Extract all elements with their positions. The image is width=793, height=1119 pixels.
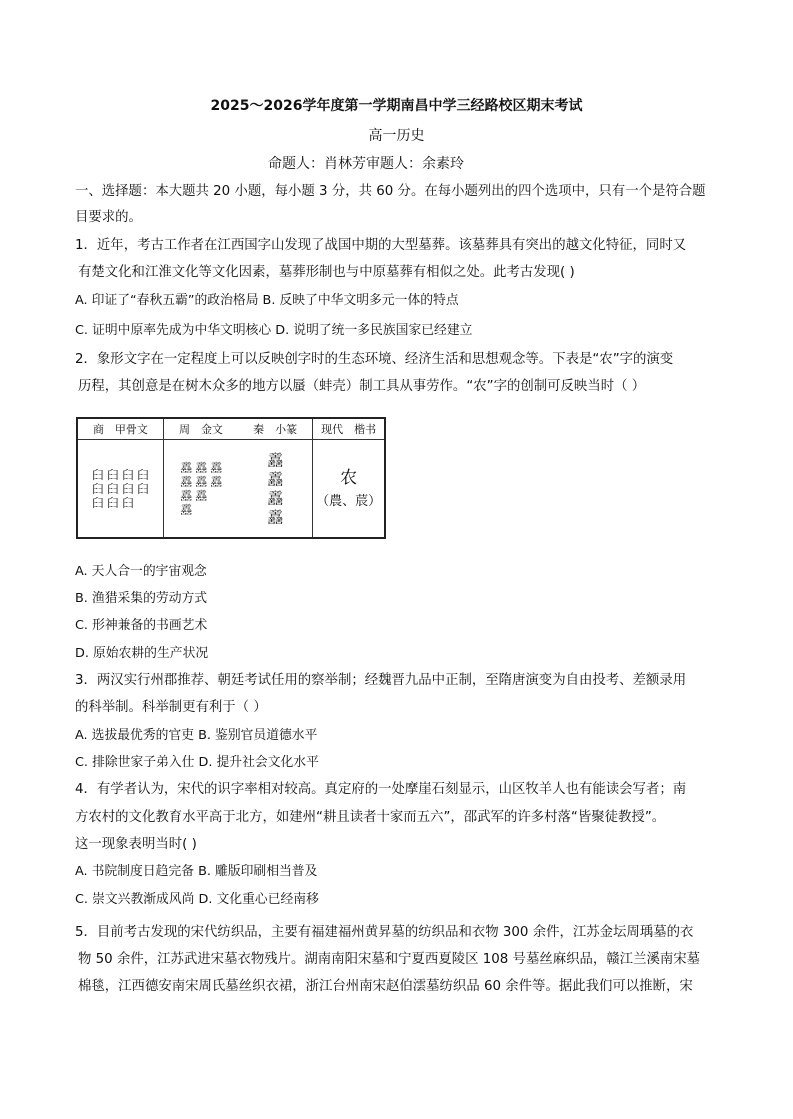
- modern-character: 农: [340, 467, 358, 488]
- glyph-column: [267, 451, 283, 527]
- ancient-glyph: 𨑂: [180, 474, 193, 489]
- q1-options-ab: A. 印证了“春秋五霸”的政治格局 B. 反映了中华文明多元一体的特点: [75, 293, 459, 308]
- q3-stem-line-1: 3．两汉实行州郡推荐、朝廷考试任用的察举制；经魏晋九品中正制，至隋唐演变为自由投考、差额录用: [75, 673, 687, 688]
- q4-stem-line-3: 这一现象表明当时( ): [75, 837, 197, 852]
- glyph-column: [122, 468, 134, 510]
- exam-title: 2025～2026学年度第一学期南昌中学三经路校区期末考试: [210, 98, 583, 114]
- subject-title: 高一历史: [368, 128, 425, 144]
- q3-options-ab: A. 选拔最优秀的官吏 B. 鉴别官员道德水平: [75, 728, 318, 743]
- ancient-glyph: 𨑂: [267, 450, 284, 470]
- ancient-glyph: 𦥑: [91, 481, 104, 496]
- q4-stem-line-2: 方农村的文化教育水平高于北方，如建州“耕且读者十家而五六”，邵武军的许多村落“皆聚徒教授”。: [75, 810, 666, 825]
- seal-glyphs: [239, 440, 313, 539]
- ancient-glyph: 𨑂: [267, 507, 284, 527]
- q5-stem-line-2: 物 50 余件，江苏武进宋墓衣物残片。湖南南阳宋墓和宁夏西夏陵区 108 号墓丝麻织品，赣江兰溪南宋墓: [78, 952, 701, 967]
- oracle-glyph-group: [78, 468, 163, 510]
- ancient-glyph: 𦥑: [136, 467, 149, 482]
- ancient-glyph: 𦥑: [121, 495, 134, 510]
- header-bronze: 周 金文: [178, 423, 223, 436]
- q3-options-cd: C. 排除世家子弟入仕 D. 提升社会文化水平: [75, 755, 319, 770]
- q2-option-d: D. 原始农耕的生产状况: [75, 646, 209, 661]
- glyph-column: [180, 461, 192, 517]
- q5-stem-line-1: 5．目前考古发现的宋代纺织品，主要有福建福州黄昇墓的纺织品和衣物 300 余件，江苏金坛周瑀墓的衣: [75, 925, 694, 940]
- q4-options-ab: A. 书院制度日趋完备 B. 雕版印刷相当普及: [75, 864, 318, 879]
- q4-options-cd: C. 崇文兴教渐成风尚 D. 文化重心已经南移: [75, 892, 319, 907]
- ancient-glyph: 𨑂: [180, 502, 193, 517]
- q2-stem-line-1: 2．象形文字在一定程度上可以反映创字时的生态环境、经济生活和思想观念等。下表是“农”字的演变: [75, 352, 674, 367]
- glyph-column: [92, 468, 104, 510]
- q5-stem-line-3: 棉毯，江西德安南宋周氏墓丝织衣裙，浙江台州南宋赵伯澐墓纺织品 60 余件等。据此我们可以推断，宋: [78, 979, 693, 994]
- ancient-glyph: 𦥑: [91, 467, 104, 482]
- ancient-glyph: 𨑂: [195, 460, 208, 475]
- ancient-glyph: 𨑂: [180, 460, 193, 475]
- seal-glyph-group: [239, 451, 313, 527]
- ancient-glyph: 𦥑: [121, 467, 134, 482]
- glyph-column: [195, 461, 207, 517]
- ancient-glyph: 𦥑: [106, 481, 119, 496]
- ancient-glyph: 𦥑: [91, 495, 104, 510]
- authors-line: 命题人：肖林芳审题人：余素玲: [268, 156, 464, 172]
- oracle-bone-glyphs: [77, 440, 163, 539]
- glyph-column: [137, 468, 149, 510]
- header-seal: 秦 小篆: [253, 423, 298, 436]
- ancient-glyph: 𦥑: [106, 495, 119, 510]
- glyph-column: [107, 468, 119, 510]
- ancient-glyph: 𨑂: [195, 474, 208, 489]
- ancient-glyph: 𨑂: [195, 488, 208, 503]
- header-modern: 现代 楷书: [313, 418, 385, 440]
- ancient-glyph: 𦥑: [136, 481, 149, 496]
- q2-stem-line-2: 历程，其创意是在树木众多的地方以蜃（蚌壳）制工具从事劳作。“农”字的创制可反映当时（ ）: [78, 379, 646, 394]
- glyph-column: [210, 461, 222, 517]
- ancient-glyph: 𦥑: [121, 481, 134, 496]
- q1-stem-line-2: 有楚文化和江淮文化等文化因素，墓葬形制也与中原墓葬有相似之处。此考古发现( ): [78, 265, 575, 280]
- ancient-glyph: 𨑂: [267, 469, 284, 489]
- q3-stem-line-2: 的科举制。科举制更有利于（ ）: [75, 700, 267, 715]
- q2-option-b: B. 渔猎采集的劳动方式: [75, 591, 208, 606]
- section-instructions-line-1: 一、选择题：本大题共 20 小题，每小题 3 分，共 60 分。在每小题列出的四个选项中，只有一个是符合题: [75, 184, 706, 199]
- q1-options-cd: C. 证明中原率先成为中华文明核心 D. 说明了统一多民族国家已经建立: [75, 323, 473, 338]
- bronze-glyph-group: [164, 461, 239, 517]
- ancient-glyph: 𨑂: [267, 488, 284, 508]
- ancient-glyph: 𨑂: [210, 474, 223, 489]
- modern-character-cell: [313, 440, 385, 539]
- q2-option-a: A. 天人合一的宇宙观念: [75, 564, 207, 579]
- modern-variants: （農、莀）: [316, 493, 382, 509]
- ancient-glyph: 𦥑: [106, 467, 119, 482]
- section-instructions-line-2: 目要求的。: [75, 210, 142, 225]
- character-evolution-table: [76, 417, 386, 539]
- q4-stem-line-1: 4．有学者认为，宋代的识字率相对较高。真定府的一处摩崖石刻显示，山区牧羊人也有能读会写者；南: [75, 782, 687, 797]
- ancient-glyph: 𨑂: [210, 460, 223, 475]
- header-oracle-bone: 商 甲骨文: [77, 418, 163, 440]
- q1-stem-line-1: 1．近年，考古工作者在江西国字山发现了战国中期的大型墓葬。该墓葬具有突出的越文化特征，同时又: [75, 238, 687, 253]
- ancient-glyph: 𨑂: [180, 488, 193, 503]
- q2-option-c: C. 形神兼备的书画艺术: [75, 618, 208, 633]
- bronze-glyphs: [163, 440, 238, 539]
